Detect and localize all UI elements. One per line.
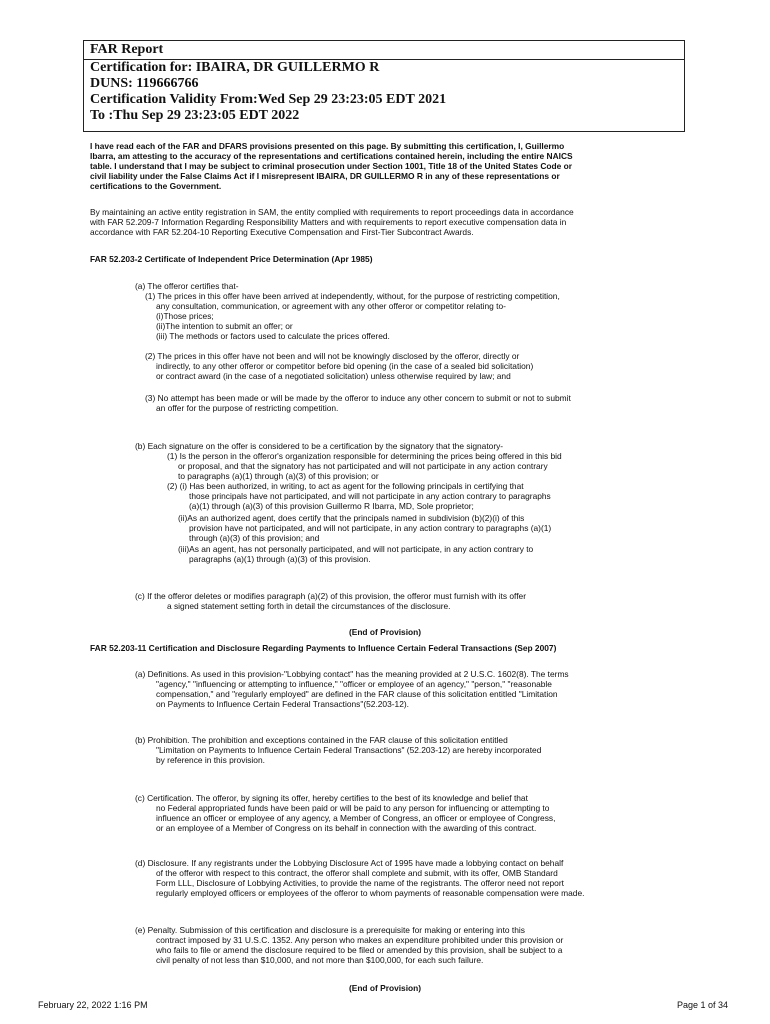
provision-line: Form LLL, Disclosure of Lobbying Activities, to provide the name of the registrants. The offeror need not report: [156, 878, 564, 888]
provision-line: "Limitation on Payments to Influence Certain Federal Transactions" (52.203-12) are hereby incorporated: [156, 745, 542, 755]
provision-line: (d) Disclosure. If any registrants under the Lobbying Disclosure Act of 1995 have made a lobbying contact on behalf: [135, 858, 564, 868]
provision-line: (b) Prohibition. The prohibition and exceptions contained in the FAR clause of this solicitation entitled: [135, 735, 508, 745]
provision-line: or contract award (in the case of a negotiated solicitation) unless otherwise required by law; and: [156, 371, 511, 381]
provision-line: (3) No attempt has been made or will be made by the offeror to induce any other concern to submit or not to submit: [145, 393, 571, 403]
report-header: [83, 40, 685, 132]
provision-line: (iii) The methods or factors used to calculate the prices offered.: [156, 331, 390, 341]
provision-line: on Payments to Influence Certain Federal Transactions"(52.203-12).: [156, 699, 409, 709]
provision-line: paragraphs (a)(1) through (a)(3) of this provision.: [189, 554, 371, 564]
attestation-line: table. I understand that I may be subject to criminal prosecution under Section 1001, Title 18 of the United States Code or: [90, 161, 572, 171]
provision-line: through (a)(3) of this provision; and: [189, 533, 320, 543]
end-of-provision: (End of Provision): [348, 627, 422, 637]
provision-line: any consultation, communication, or agreement with any other offeror or competitor relating to-: [156, 301, 506, 311]
registration-line: with FAR 52.209-7 Information Regarding Responsibility Matters and with requirements to report executive compensation data in: [90, 217, 567, 227]
validity-from: Certification Validity From:Wed Sep 29 23:23:05 EDT 2021: [90, 92, 447, 107]
provision-line: of the offeror with respect to this contract, the offeror shall complete and submit, with its offer, OMB Standard: [156, 868, 558, 878]
provision-line: (a) Definitions. As used in this provision-"Lobbying contact" has the meaning provided at 2 U.S.C. 1602(8). The terms: [135, 669, 569, 679]
validity-to: To :Thu Sep 29 23:23:05 EDT 2022: [90, 108, 300, 123]
provision-line: "agency," "influencing or attempting to influence," "officer or employee of an agency," "person," "reasonable: [156, 679, 552, 689]
provision-line: indirectly, to any other offeror or competitor before bid opening (in the case of a sealed bid solicitation): [156, 361, 534, 371]
attestation-line: civil liability under the False Claims Act if I misrepresent IBAIRA, DR GUILLERMO R in any of these representations or: [90, 171, 560, 181]
provision-line: (c) Certification. The offeror, by signing its offer, hereby certifies to the best of its knowledge and belief that: [135, 793, 528, 803]
provision-line: (1) Is the person in the offeror's organization responsible for determining the prices being offered in this bid: [167, 451, 562, 461]
provision-line: (1) The prices in this offer have been arrived at independently, without, for the purpose of restricting competition,: [145, 291, 560, 301]
provision-line: those principals have not participated, and will not participate in any action contrary to paragraphs: [189, 491, 551, 501]
provision-line: influence an officer or employee of any agency, a Member of Congress, an officer or employee of Congress,: [156, 813, 556, 823]
provision-line: (2) The prices in this offer have not been and will not be knowingly disclosed by the offeror, directly or: [145, 351, 520, 361]
registration-line: accordance with FAR 52.204-10 Reporting Executive Compensation and First-Tier Subcontract Awards.: [90, 227, 474, 237]
provision-line: civil penalty of not less than $10,000, and not more than $100,000, for each such failure.: [156, 955, 484, 965]
provision-line: (ii)The intention to submit an offer; or: [156, 321, 293, 331]
report-title: FAR Report: [84, 41, 684, 60]
attestation-line: I have read each of the FAR and DFARS provisions presented on this page. By submitting this certification, I, Guillermo: [90, 141, 565, 151]
provision-line: no Federal appropriated funds have been paid or will be paid to any person for influencing or attempting to: [156, 803, 550, 813]
duns-number: DUNS: 119666766: [90, 76, 199, 91]
provision-line: contract imposed by 31 U.S.C. 1352. Any person who makes an expenditure prohibited under this provision or: [156, 935, 564, 945]
provision-line: (e) Penalty. Submission of this certification and disclosure is a prerequisite for making or entering into this: [135, 925, 525, 935]
provision-line: an offer for the purpose of restricting competition.: [156, 403, 339, 413]
provision-line: (a) The offeror certifies that-: [135, 281, 239, 291]
provision-line: who fails to file or amend the disclosure required to be filed or amended by this provision, shall be subject to a: [156, 945, 563, 955]
provision-line: (a)(1) through (a)(3) of this provision Guillermo R Ibarra, MD, Sole proprietor;: [189, 501, 474, 511]
footer-date: February 22, 2022 1:16 PM: [38, 1000, 148, 1010]
provision-line: (i)Those prices;: [156, 311, 214, 321]
footer-page-number: Page 1 of 34: [676, 1000, 728, 1010]
provision-line: regularly employed officers or employees of the offeror to whom payments of reasonable compensation were made.: [156, 888, 585, 898]
provision-line: or an employee of a Member of Congress on its behalf in connection with the awarding of this contract.: [156, 823, 537, 833]
end-of-provision: (End of Provision): [348, 983, 422, 993]
provision-line: (ii)As an authorized agent, does certify that the principals named in subdivision (b)(2)(i) of this: [178, 513, 525, 523]
registration-line: By maintaining an active entity registration in SAM, the entity complied with requirements to report proceedings data in accordance: [90, 207, 574, 217]
provision-line: to paragraphs (a)(1) through (a)(3) of this provision; or: [178, 471, 379, 481]
attestation-line: Ibarra, am attesting to the accuracy of the representations and certifications contained herein, including the entire NAICS: [90, 151, 573, 161]
attestation-line: certifications to the Government.: [90, 181, 222, 191]
provision-line: by reference in this provision.: [156, 755, 265, 765]
provision-line: (b) Each signature on the offer is considered to be a certification by the signatory that the signatory-: [135, 441, 504, 451]
provision-line: a signed statement setting forth in detail the circumstances of the disclosure.: [167, 601, 451, 611]
provision-line: (iii)As an agent, has not personally participated, and will not participate, in any action contrary to: [178, 544, 534, 554]
section-heading-52-203-2: FAR 52.203-2 Certificate of Independent Price Determination (Apr 1985): [90, 254, 373, 264]
provision-line: compensation," and "regularly employed" are defined in the FAR clause of this solicitation entitled "Limitation: [156, 689, 558, 699]
provision-line: or proposal, and that the signatory has not participated and will not participate in any action contrary: [178, 461, 548, 471]
provision-line: (c) If the offeror deletes or modifies paragraph (a)(2) of this provision, the offeror must furnish with its offer: [135, 591, 527, 601]
provision-line: (2) (i) Has been authorized, in writing, to act as agent for the following principals in certifying that: [167, 481, 524, 491]
provision-line: provision have not participated, and will not participate, in any action contrary to paragraphs (a)(1): [189, 523, 552, 533]
certification-for: Certification for: IBAIRA, DR GUILLERMO R: [90, 60, 380, 75]
section-heading-52-203-11: FAR 52.203-11 Certification and Disclosure Regarding Payments to Influence Certain Federal Transactions (Sep 2007): [90, 643, 557, 653]
